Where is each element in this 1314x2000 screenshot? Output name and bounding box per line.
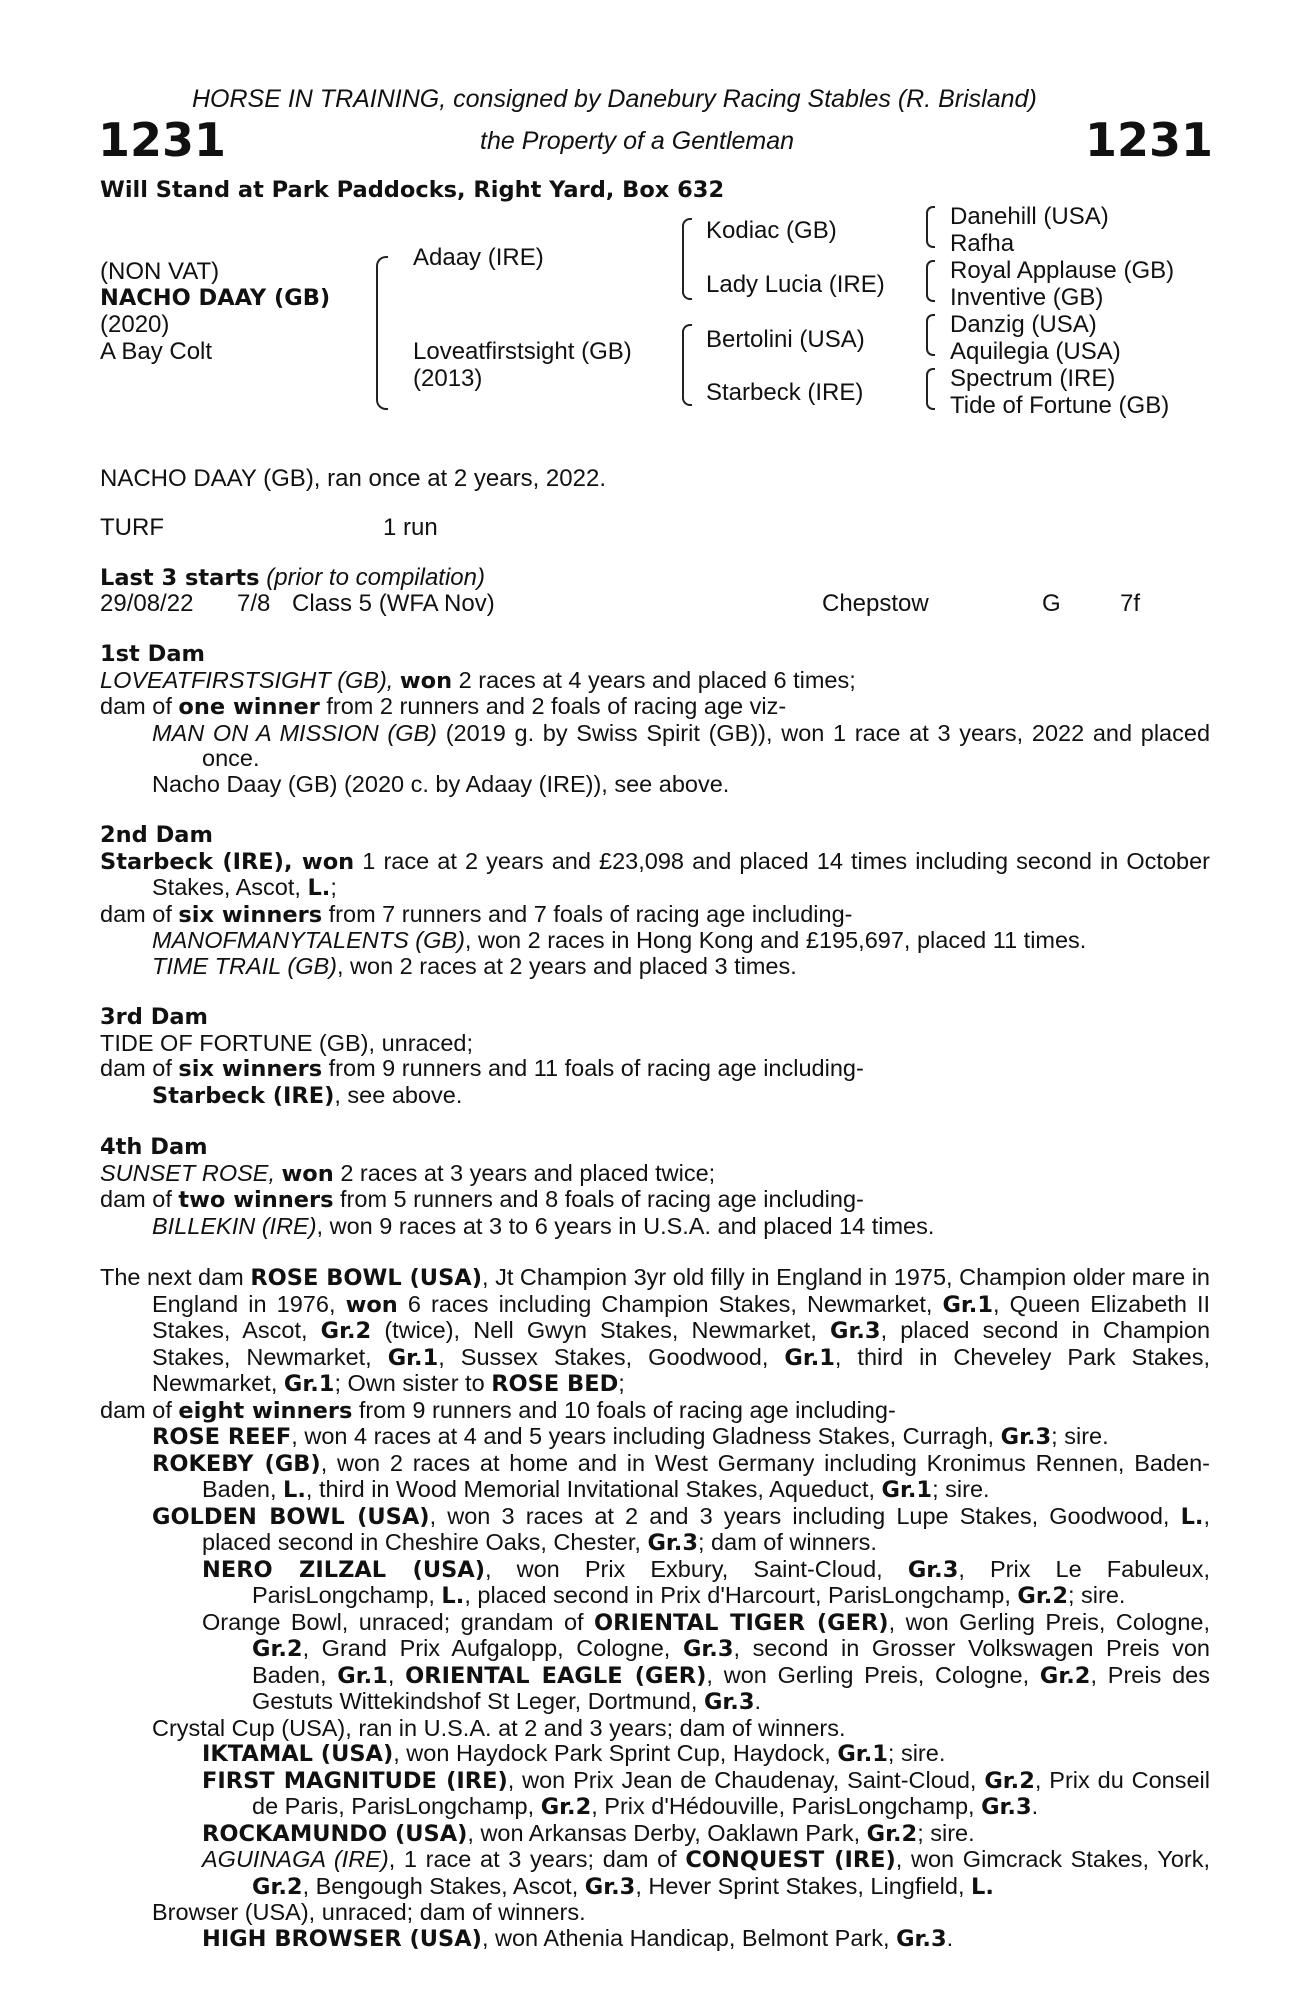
rockamundo-entry: ROCKAMUNDO (USA), won Arkansas Derby, Oaklawn Park, Gr.2; sire.: [202, 1819, 975, 1847]
iktamal-entry: IKTAMAL (USA), won Haydock Park Sprint Cup, Haydock, Gr.1; sire.: [202, 1740, 946, 1767]
grandsire-1: Danehill (USA): [950, 203, 1109, 230]
horse-name: NACHO DAAY (GB): [100, 285, 331, 311]
first-dam-heading: 1st Dam: [100, 641, 205, 667]
rokeby-entry: ROKEBY (GB), won 2 races at home and in West Germany including Kronimus Rennen, Baden-Baden, L., third in Wood Memorial Invitational Stakes, Aqueduct, Gr.1; sire.: [152, 1449, 1210, 1503]
start-position: 7/8: [237, 590, 271, 617]
granddam-3: Aquilegia (USA): [950, 338, 1121, 365]
fourth-dam-line: SUNSET ROSE, won 2 races at 3 years and placed twice;: [100, 1159, 716, 1187]
pedigree-brace-1: [376, 256, 388, 410]
second-dam-foal-2: TIME TRAIL (GB), won 2 races at 2 years and placed 3 times.: [152, 952, 797, 979]
fourth-dam-heading: 4th Dam: [100, 1134, 208, 1160]
pedigree-brace-2b: [682, 324, 692, 406]
next-dam-produce: dam of eight winners from 9 runners and 10 foals of racing age including-: [100, 1396, 896, 1424]
granddam-2: Inventive (GB): [950, 284, 1104, 311]
pedigree-brace-3d: [926, 368, 935, 410]
start-date: 29/08/22: [100, 590, 194, 617]
surface-label: TURF: [100, 514, 164, 541]
third-dam-heading: 3rd Dam: [100, 1004, 208, 1030]
fourth-dam-produce: dam of two winners from 5 runners and 8 foals of racing age including-: [100, 1186, 864, 1213]
grandsire-2: Royal Applause (GB): [950, 257, 1175, 284]
start-distance: 7f: [1120, 590, 1141, 617]
nero-zilzal-entry: NERO ZILZAL (USA), won Prix Exbury, Saint-Cloud, Gr.3, Prix Le Fabuleux, ParisLongchamp, L., placed second in Prix d'Harcourt, ParisLongchamp, Gr.2; sire.: [202, 1555, 1210, 1609]
orange-bowl-entry: Orange Bowl, unraced; grandam of ORIENTAL TIGER (GER), won Gerling Preis, Cologne, Gr.2, Grand Prix Aufgalopp, Cologne, Gr.3, second in Grosser Volkswagen Preis von Baden, Gr.1, ORIENTAL EAGLE (GER), won Gerling Preis, Cologne, Gr.2, Preis des Gestuts Wittekindshof St Leger, Dortmund, Gr.3.: [202, 1608, 1211, 1715]
foaling-year: (2020): [100, 311, 170, 338]
last-starts-note: (prior to compilation): [266, 564, 485, 591]
high-browser-entry: HIGH BROWSER (USA), won Athenia Handicap, Belmont Park, Gr.3.: [202, 1924, 954, 1952]
start-course: Chepstow: [822, 590, 929, 617]
lot-number-left: 1231: [98, 113, 227, 167]
dam-dam: Starbeck (IRE): [706, 379, 864, 406]
aguinaga-entry: AGUINAGA (IRE), 1 race at 3 years; dam of CONQUEST (IRE), won Gimcrack Stakes, York, Gr.2, Bengough Stakes, Ascot, Gr.3, Hever Sprint Stakes, Lingfield, L.: [202, 1846, 1210, 1900]
sire-sire: Kodiac (GB): [706, 217, 837, 244]
horse-description: A Bay Colt: [100, 338, 213, 365]
sire: Adaay (IRE): [413, 244, 544, 271]
dam-year: (2013): [413, 365, 483, 392]
first-dam-foal-2: Nacho Daay (GB) (2020 c. by Adaay (IRE)), see above.: [152, 770, 730, 797]
rose-reef-entry: ROSE REEF, won 4 races at 4 and 5 years including Gladness Stakes, Curragh, Gr.3; sire.: [152, 1423, 1109, 1450]
next-dam-paragraph: The next dam ROSE BOWL (USA), Jt Champion 3yr old filly in England in 1975, Champion older mare in England in 1976, won 6 races including Champion Stakes, Newmarket, Gr.1, Queen Elizabeth II Stakes, Ascot, Gr.2 (twice), Nell Gwyn Stakes, Newmarket, Gr.3, placed second in Champion Stakes, Newmarket, Gr.1, Sussex Stakes, Goodwood, Gr.1, third in Cheveley Park Stakes, Newmarket, Gr.1; Own sister to ROSE BED;: [100, 1264, 1211, 1397]
start-going: G: [1042, 590, 1061, 617]
fourth-dam-foal-1: BILLEKIN (IRE), won 9 races at 3 to 6 years in U.S.A. and placed 14 times.: [152, 1212, 935, 1239]
first-dam-produce: dam of one winner from 2 runners and 2 foals of racing age viz-: [100, 693, 787, 720]
lot-number-right: 1231: [1085, 113, 1214, 167]
third-dam-foal-1: Starbeck (IRE), see above.: [152, 1081, 463, 1109]
second-dam-foal-1: MANOFMANYTALENTS (GB), won 2 races in Hong Kong and £195,697, placed 11 times.: [152, 927, 1087, 953]
first-magnitude-entry: FIRST MAGNITUDE (IRE), won Prix Jean de Chaudenay, Saint-Cloud, Gr.2, Prix du Conseil de Paris, ParisLongchamp, Gr.2, Prix d'Hédouville, ParisLongchamp, Gr.3.: [202, 1766, 1210, 1820]
start-race: Class 5 (WFA Nov): [292, 590, 495, 617]
pedigree-brace-3c: [926, 314, 935, 356]
third-dam-line: TIDE OF FORTUNE (GB), unraced;: [100, 1029, 474, 1056]
pedigree-brace-3b: [926, 260, 935, 302]
pedigree-brace-3a: [926, 206, 935, 248]
second-dam-produce: dam of six winners from 7 runners and 7 foals of racing age including-: [100, 900, 853, 928]
stable-line: Will Stand at Park Paddocks, Right Yard, Box 632: [100, 177, 725, 203]
vat-status: (NON VAT): [100, 258, 220, 285]
second-dam-line: Starbeck (IRE), won 1 race at 2 years and £23,098 and placed 14 times including second in October Stakes, Ascot, L.;: [100, 847, 1210, 901]
first-dam-line: LOVEATFIRSTSIGHT (GB), won 2 races at 4 years and placed 6 times;: [100, 666, 856, 694]
property-line: the Property of a Gentleman: [480, 127, 795, 155]
crystal-cup-entry: Crystal Cup (USA), ran in U.S.A. at 2 and 3 years; dam of winners.: [152, 1714, 846, 1741]
grandsire-3: Danzig (USA): [950, 311, 1097, 338]
race-summary: NACHO DAAY (GB), ran once at 2 years, 2022.: [100, 465, 606, 492]
produce-record: [100, 642, 1210, 1952]
granddam-4: Tide of Fortune (GB): [950, 392, 1170, 419]
granddam-1: Rafha: [950, 230, 1015, 257]
pedigree-brace-2a: [682, 218, 692, 300]
browser-entry: Browser (USA), unraced; dam of winners.: [152, 1899, 586, 1925]
surface-runs: 1 run: [383, 514, 438, 541]
third-dam-produce: dam of six winners from 9 runners and 11 foals of racing age including-: [100, 1055, 864, 1082]
grandsire-4: Spectrum (IRE): [950, 365, 1116, 392]
second-dam-heading: 2nd Dam: [100, 822, 213, 848]
last-starts-heading: [100, 565, 485, 591]
consignor-line: HORSE IN TRAINING, consigned by Danebury Racing Stables (R. Brisland): [192, 85, 1037, 113]
dam: Loveatfirstsight (GB): [413, 338, 632, 365]
dam-sire: Bertolini (USA): [706, 326, 865, 353]
last-starts-label: Last 3 starts: [100, 565, 260, 591]
golden-bowl-entry: GOLDEN BOWL (USA), won 3 races at 2 and 3 years including Lupe Stakes, Goodwood, L., placed second in Cheshire Oaks, Chester, Gr.3; dam of winners.: [152, 1502, 1210, 1556]
sire-dam: Lady Lucia (IRE): [706, 271, 885, 298]
first-dam-foal-1: MAN ON A MISSION (GB) (2019 g. by Swiss Spirit (GB)), won 1 race at 3 years, 2022 and placed once.: [152, 719, 1211, 771]
